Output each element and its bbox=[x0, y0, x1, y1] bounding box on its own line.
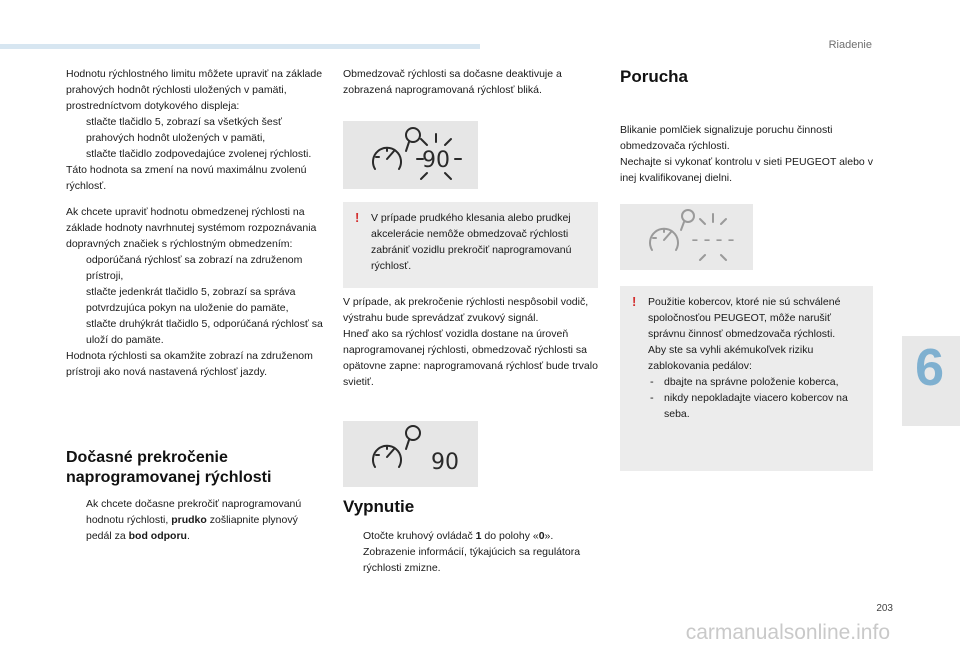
heading-malfunction: Porucha bbox=[620, 67, 689, 86]
fault-dashes: ---- bbox=[688, 227, 738, 251]
section-title: Riadenie bbox=[828, 39, 872, 51]
paragraph: Hneď ako sa rýchlosť vozidla dostane na úroveň naprogramovanej rýchlosti, obmedzovač rýchlosti sa opätovne zapne: naprogramovaná rýchlosť bude trvalo svietiť. bbox=[343, 328, 598, 388]
paragraph: Nechajte si vykonať kontrolu v sieti PEUGEOT alebo v inej kvalifikovanej dielni. bbox=[620, 156, 873, 184]
speed-value: 90 bbox=[422, 148, 450, 173]
list-item: Ak chcete dočasne prekročiť naprogramovanú hodnotu rýchlosti, prudko zošliapnite plynový pedál za bod odporu. bbox=[86, 498, 302, 542]
heading-temporary-exceed: Dočasné prekročenie naprogramovanej rýchlosti bbox=[66, 449, 272, 486]
list-item: stlačte jedenkrát tlačidlo 5, zobrazí sa správa potvrdzujúca pokyn na uloženie do pamäte, bbox=[86, 286, 296, 314]
dash-icon: - bbox=[650, 392, 654, 404]
list-item: stlačte druhýkrát tlačidlo 5, odporúčaná rýchlosť sa uloží do pamäte. bbox=[86, 318, 323, 346]
list-item: stlačte tlačidlo 5, zobrazí sa všetkých šesť prahových hodnôt uložených v pamäti, bbox=[86, 116, 282, 144]
paragraph: Ak chcete upraviť hodnotu obmedzenej rýchlosti na základe hodnoty navrhnutej systémom rozpoznávania dopravných značiek s rýchlostným obmedzením: bbox=[66, 206, 317, 250]
list-item: - nikdy nepokladajte viacero kobercov na seba. bbox=[650, 392, 848, 420]
column-1-bottom bbox=[66, 496, 326, 544]
heading-switch-off: Vypnutie bbox=[343, 497, 415, 516]
limiter-icon bbox=[406, 128, 420, 142]
speed-display-steady bbox=[343, 421, 478, 487]
speed-display-blinking bbox=[343, 121, 478, 189]
limiter-icon bbox=[682, 210, 694, 222]
speed-value: 90 bbox=[431, 450, 459, 475]
warning-icon: ! bbox=[632, 294, 637, 309]
paragraph: Blikanie pomlčiek signalizuje poruchu činnosti obmedzovača rýchlosti. bbox=[620, 124, 833, 152]
warning-icon: ! bbox=[355, 210, 360, 225]
chapter-number: 6 bbox=[915, 339, 944, 397]
fault-display bbox=[620, 204, 753, 270]
list-item: - dbajte na správne položenie koberca, bbox=[650, 376, 839, 388]
page-number: 203 bbox=[876, 603, 893, 614]
column-1 bbox=[66, 66, 326, 380]
warning-note: ! Použitie kobercov, ktoré nie sú schválené spoločnosťou PEUGEOT, môže narušiť správnu činnosť obmedzovača rýchlosti. Aby ste sa vyhli akémukoľvek riziku zablokovania pedálov: - dbajte na správne položenie koberca, - nikdy nepokladajte viacero kobercov na seba. bbox=[620, 286, 873, 471]
paragraph: Táto hodnota sa zmení na novú maximálnu zvolenú rýchlosť. bbox=[66, 164, 307, 192]
list-item: stlačte tlačidlo zodpovedajúce zvolenej rýchlosti. bbox=[86, 148, 312, 160]
list-item: Otočte kruhový ovládač 1 do polohy «0». Zobrazenie informácií, týkajúcich sa regulátora rýchlosti zmizne. bbox=[363, 530, 581, 574]
watermark: carmanualsonline.info bbox=[685, 621, 890, 644]
list-item: odporúčaná rýchlosť sa zobrazí na združenom prístroji, bbox=[86, 254, 303, 282]
paragraph: Obmedzovač rýchlosti sa dočasne deaktivuje a zobrazená naprogramovaná rýchlosť bliká. bbox=[343, 68, 562, 96]
paragraph: Hodnota rýchlosti sa okamžite zobrazí na združenom prístroji ako nová nastavená rýchlosť jazdy. bbox=[66, 350, 313, 378]
column-2-middle bbox=[343, 294, 603, 390]
warning-note: ! V prípade prudkého klesania alebo prudkej akcelerácie nemôže obmedzovač rýchlosti zabrániť vozidlu prekročiť naprogramovanú rýchlosť. bbox=[343, 202, 598, 288]
column-2-top bbox=[343, 66, 603, 98]
column-3-top bbox=[620, 122, 875, 186]
top-accent-bar bbox=[0, 44, 480, 49]
paragraph: V prípade, ak prekročenie rýchlosti nespôsobil vodič, výstrahu bude sprevádzať zvukový signál. bbox=[343, 296, 589, 324]
limiter-icon bbox=[406, 426, 420, 440]
dash-icon: - bbox=[650, 376, 654, 388]
column-2-bottom bbox=[343, 528, 603, 576]
paragraph: Hodnotu rýchlostného limitu môžete upraviť na základe prahových hodnôt rýchlosti uložených v pamäti, prostredníctvom dotykového displeja: bbox=[66, 68, 323, 112]
